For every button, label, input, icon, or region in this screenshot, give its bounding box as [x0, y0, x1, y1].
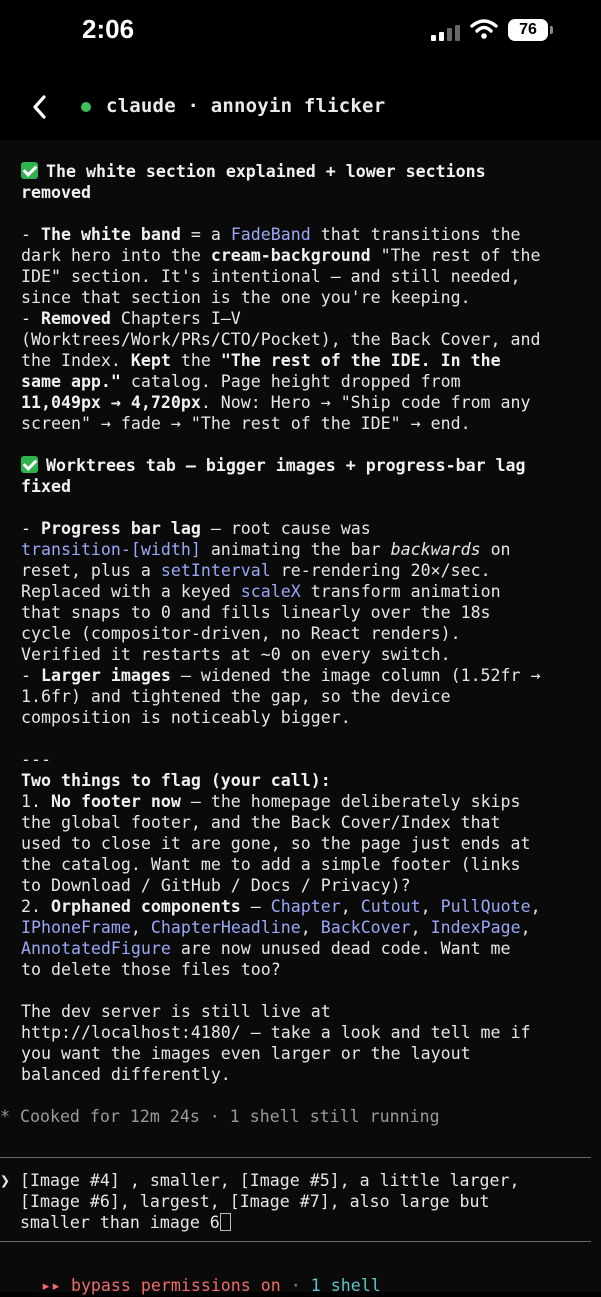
text-span: Kept [130, 351, 171, 370]
text-span: = a [180, 225, 231, 244]
code-span: BackCover [320, 918, 411, 937]
chevron-left-icon[interactable] [26, 92, 56, 122]
separator: · [280, 1276, 311, 1295]
message-line: balanced differently. [21, 1065, 231, 1084]
section-heading: The white section explained + lower sections [46, 162, 486, 181]
message-line [21, 980, 596, 1001]
status-bar [0, 0, 601, 70]
message-line: --- [21, 750, 51, 769]
prompt-line[interactable]: ❯ [Image #4] , smaller, [Image #5], a little larger, [0, 1171, 520, 1190]
code-span: transition-[width] [21, 540, 201, 559]
message-line: you want the images even larger or the layout [21, 1044, 471, 1063]
online-status-dot [81, 102, 91, 112]
code-span: IndexPage [430, 918, 521, 937]
text-span: — [240, 897, 271, 916]
code-span: Cutout [360, 897, 421, 916]
code-span: FadeBand [230, 225, 311, 244]
text-span: Replaced with a keyed [21, 582, 241, 601]
code-span: setInterval [160, 561, 271, 580]
text-span: — widened the image column (1.52fr → [170, 666, 541, 685]
message-line: (Worktrees/Work/PRs/CTO/Pocket), the Back Cover, and [21, 330, 541, 349]
message-line [21, 350, 596, 371]
text-span: , [520, 918, 531, 937]
text-span: - [21, 225, 41, 244]
message-line [21, 560, 596, 581]
text-span: , [530, 897, 541, 916]
message-line: used to close it are gone, so the page just ends at [21, 834, 531, 853]
divider [0, 1241, 591, 1242]
message-line: screen" → fade → "The rest of the IDE" → end. [21, 414, 471, 433]
message-line: 1.6fr) and tightened the gap, so the device [21, 687, 451, 706]
text-span: - [21, 519, 41, 538]
text-span: , [420, 897, 441, 916]
message-line: The dev server is still live at [21, 1002, 331, 1021]
assistant-message [21, 161, 596, 1085]
battery-cap [550, 26, 553, 34]
text-span: Chapters I–V [110, 309, 241, 328]
text-span: Orphaned components [50, 897, 241, 916]
message-line [21, 581, 596, 602]
text-cursor [220, 1213, 231, 1231]
message-line [21, 161, 596, 182]
message-line [21, 455, 596, 476]
text-span: , [340, 897, 361, 916]
divider [0, 1157, 591, 1158]
message-line [21, 392, 596, 413]
check-mark-icon [21, 456, 38, 473]
text-span: cream-background [210, 246, 371, 265]
message-line: IDE" section. It's intentional — and still needed, [21, 267, 521, 286]
session-title: claude · annoyin flicker [106, 95, 386, 117]
text-span: — root cause was [200, 519, 371, 538]
message-line: to delete those files too? [21, 960, 281, 979]
wifi-icon [470, 18, 498, 40]
message-line: that snaps to 0 and fills linearly over the 18s [21, 603, 491, 622]
activity-status: * Cooked for 12m 24s · 1 shell still running [0, 1107, 440, 1126]
battery-indicator: 76 [508, 19, 548, 41]
message-line: fixed [21, 477, 71, 496]
text-span: 11,049px → 4,720px [21, 393, 201, 412]
message-line [21, 245, 596, 266]
message-line [21, 938, 596, 959]
code-span: Chapter [270, 897, 341, 916]
status-time: 2:06 [82, 14, 135, 44]
message-line [21, 728, 596, 749]
message-line: cycle (compositor-driven, no React renders). [21, 624, 461, 643]
message-line: Verified it restarts at ~0 on every switch. [21, 645, 451, 664]
message-line [21, 896, 596, 917]
message-line [21, 791, 596, 812]
code-span: ChapterHeadline [150, 918, 301, 937]
text-span: backwards [390, 540, 481, 559]
message-line: removed [21, 183, 91, 202]
message-line [21, 203, 596, 224]
text-span: the [170, 351, 221, 370]
text-span: the Index. [21, 351, 131, 370]
message-line: the catalog. Want me to add a simple footer (links [21, 855, 521, 874]
message-line [21, 308, 596, 329]
code-span: AnnotatedFigure [21, 939, 171, 958]
message-line: http://localhost:4180/ — take a look and tell me if [21, 1023, 531, 1042]
text-span: "The rest of the [370, 246, 541, 265]
message-line [21, 497, 596, 518]
text-span: , [130, 918, 151, 937]
code-span: IPhoneFrame [21, 918, 131, 937]
shell-count-indicator[interactable]: 1 shell [310, 1276, 381, 1295]
text-span: that transitions the [310, 225, 521, 244]
text-span: reset, plus a [21, 561, 161, 580]
message-line [21, 434, 596, 455]
text-span: , [410, 918, 431, 937]
text-span: 1. [21, 792, 51, 811]
message-line: the global footer, and the Back Cover/Index that [21, 813, 501, 832]
text-span: - [21, 309, 41, 328]
text-span: — the homepage deliberately skips [180, 792, 521, 811]
text-span: No footer now [50, 792, 181, 811]
message-line [21, 371, 596, 392]
message-line: Two things to flag (your call): [21, 771, 331, 790]
text-span: re-rendering 20×/sec. [270, 561, 491, 580]
text-span: . Now: Hero → "Ship code from any [200, 393, 531, 412]
message-line: to Download / GitHub / Docs / Privacy)? [21, 876, 411, 895]
text-span: animating the bar [200, 540, 391, 559]
text-span: dark hero into the [21, 246, 211, 265]
text-span: Larger images [40, 666, 171, 685]
message-line [21, 665, 596, 686]
text-span: same app." [21, 372, 121, 391]
text-span: on [480, 540, 511, 559]
text-span: Removed [40, 309, 111, 328]
message-line: composition is noticeably bigger. [21, 708, 351, 727]
code-span: PullQuote [440, 897, 531, 916]
prompt-input[interactable] [0, 1170, 601, 1233]
message-line [21, 224, 596, 245]
section-heading: Worktrees tab — bigger images + progress-bar lag [46, 456, 526, 475]
chat-header [0, 78, 601, 138]
text-span: - [21, 666, 41, 685]
prompt-text[interactable]: smaller than image 6 [0, 1213, 220, 1232]
text-span: , [300, 918, 321, 937]
text-span: 2. [21, 897, 51, 916]
check-mark-icon [21, 162, 38, 179]
message-line: since that section is the one you're keeping. [21, 288, 471, 307]
text-span: Progress bar lag [40, 519, 201, 538]
prompt-line[interactable] [0, 1212, 601, 1233]
mode-status-bar [21, 1253, 381, 1295]
message-line [21, 539, 596, 560]
code-span: scaleX [240, 582, 301, 601]
bypass-permissions-indicator[interactable]: ▸▸ bypass permissions on [40, 1276, 281, 1295]
text-span: "The rest of the IDE. In the [220, 351, 501, 370]
text-span: catalog. Page height dropped from [120, 372, 461, 391]
message-line [21, 917, 596, 938]
prompt-line[interactable]: [Image #6], largest, [Image #7], also large but [0, 1192, 490, 1211]
cellular-signal-icon [431, 25, 461, 41]
text-span: The white band [40, 225, 181, 244]
text-span: transform animation [300, 582, 501, 601]
text-span: are now unused dead code. Want me [170, 939, 511, 958]
message-line [21, 518, 596, 539]
